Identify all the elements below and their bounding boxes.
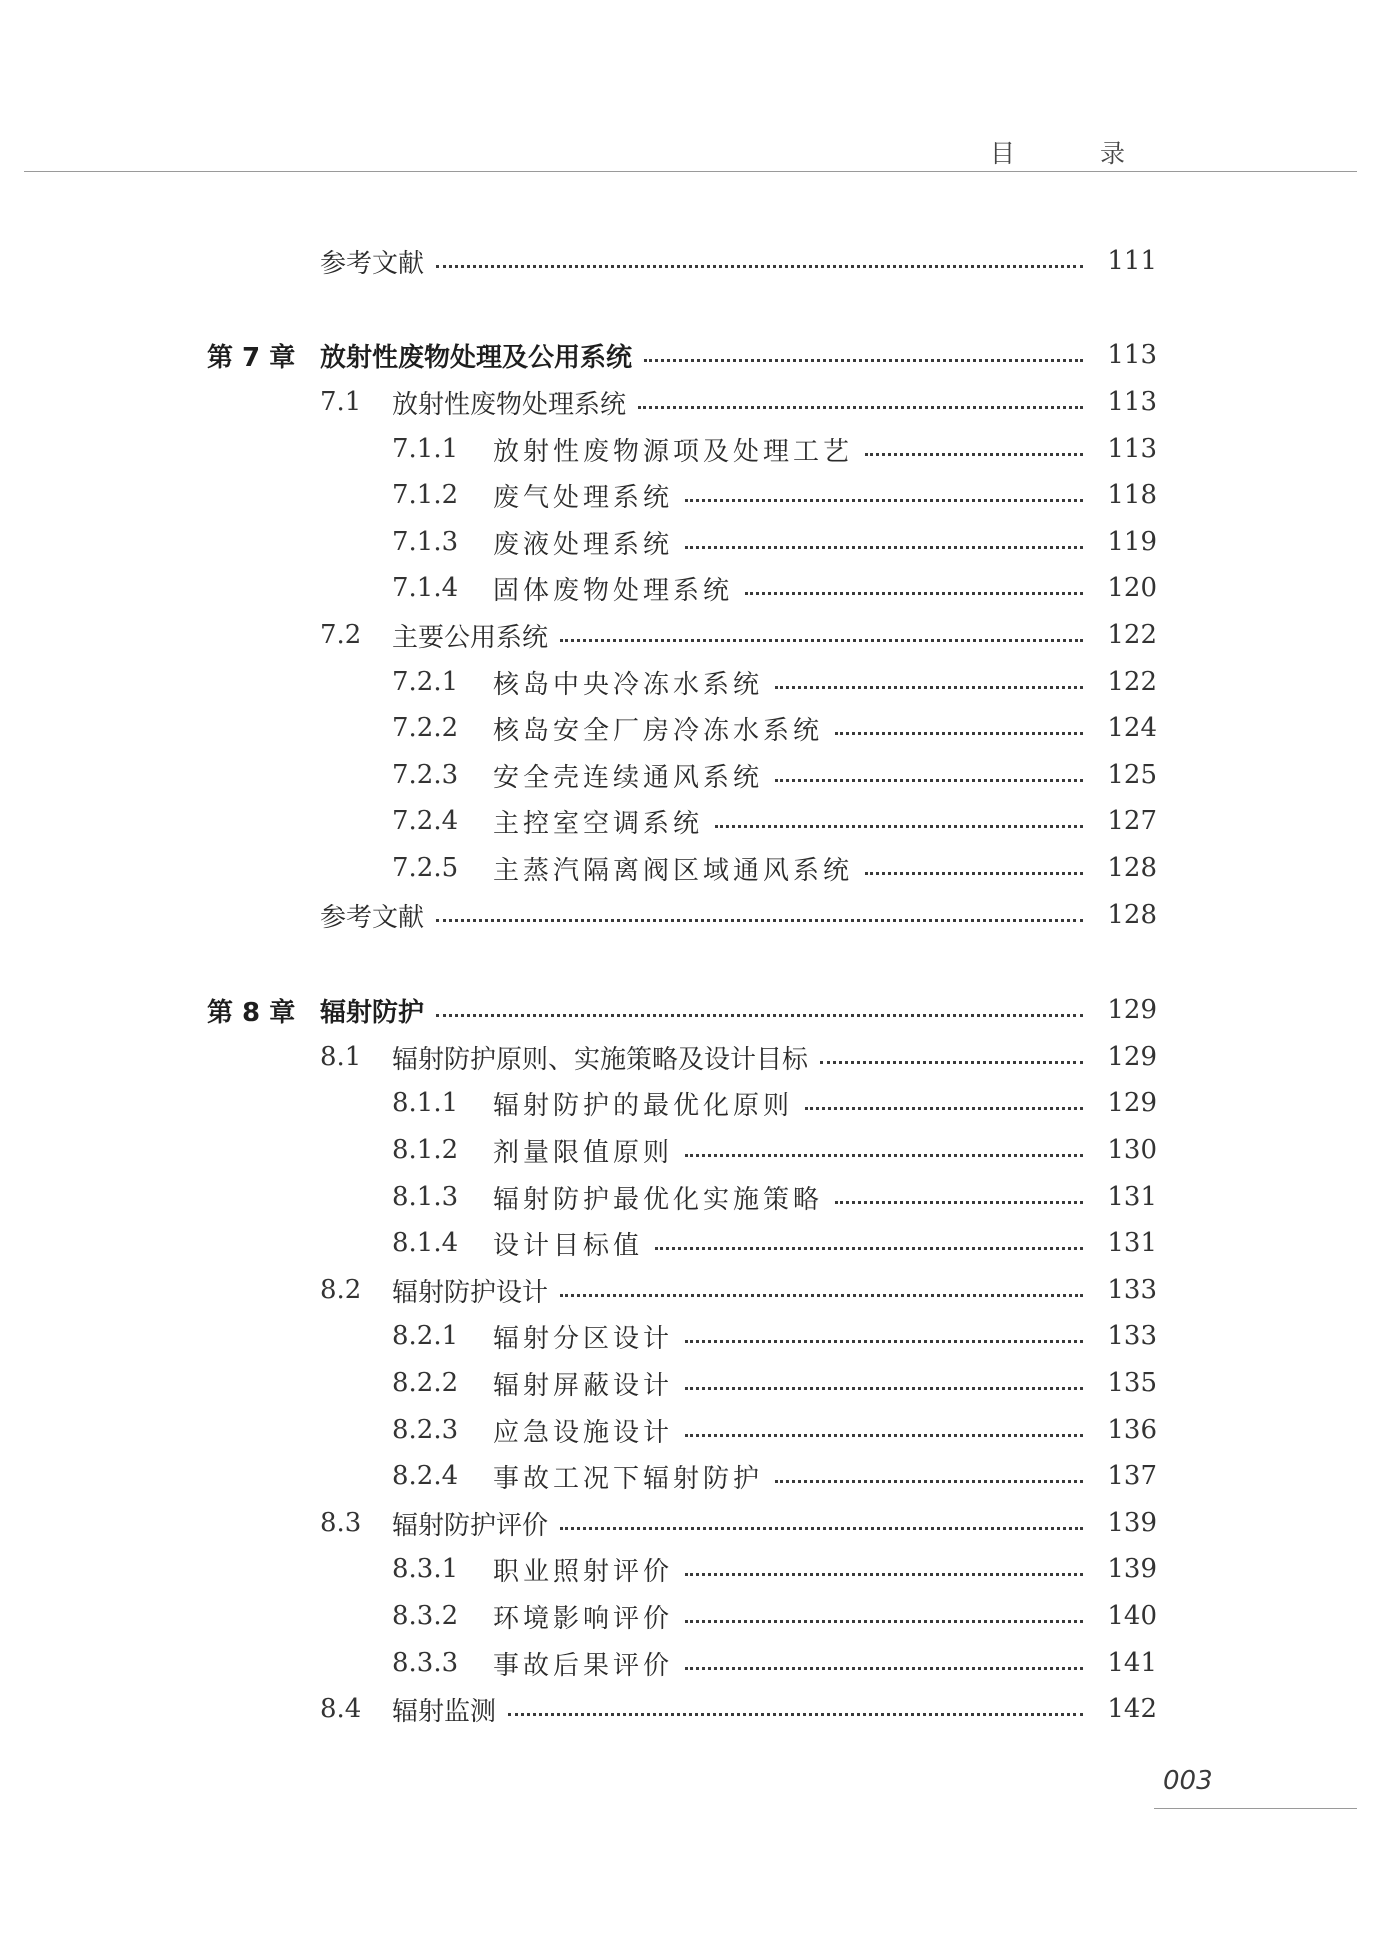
toc-entry-number: 8.2.1 [392, 1321, 459, 1351]
toc-entry-page: 133 [1107, 1321, 1157, 1351]
toc-entry-page: 113 [1107, 434, 1157, 464]
toc-entry-title: 固体废物处理系统 [493, 575, 734, 606]
toc-entry-title: 事故工况下辐射防护 [493, 1463, 764, 1494]
toc-dot-leader [436, 265, 1083, 268]
toc-entry-title: 环境影响评价 [493, 1603, 674, 1634]
toc-entry-number: 第 7 章 [207, 342, 296, 373]
toc-entry[interactable] [0, 382, 1385, 422]
toc-entry-number: 7.1.2 [392, 480, 459, 510]
toc-dot-leader [655, 1247, 1083, 1250]
toc-entry-page: 130 [1107, 1135, 1157, 1165]
toc-entry-title: 应急设施设计 [493, 1417, 674, 1448]
toc-entry[interactable] [0, 335, 1385, 375]
toc-entry[interactable] [0, 1689, 1385, 1729]
footer-rule [1154, 1808, 1357, 1809]
toc-entry-number: 第 8 章 [207, 997, 296, 1028]
toc-entry-title: 核岛中央冷冻水系统 [493, 669, 764, 700]
toc-entry-number: 7.2 [320, 620, 362, 650]
toc-entry-number: 8.3.2 [392, 1601, 459, 1631]
toc-entry[interactable] [0, 1316, 1385, 1356]
toc-entry-title: 辐射防护评价 [392, 1510, 549, 1541]
toc-entry-number: 8.1.1 [392, 1088, 459, 1118]
toc-dot-leader [685, 1667, 1083, 1670]
toc-entry[interactable] [0, 475, 1385, 515]
toc-entry-number: 8.2.2 [392, 1368, 459, 1398]
toc-entry-title: 主要公用系统 [392, 622, 549, 653]
toc-entry-page: 142 [1107, 1694, 1157, 1724]
toc-entry-number: 8.4 [320, 1694, 362, 1724]
toc-dot-leader [685, 1620, 1083, 1623]
toc-entry[interactable] [0, 1270, 1385, 1310]
toc-entry-number: 8.2 [320, 1275, 362, 1305]
toc-entry-page: 135 [1107, 1368, 1157, 1398]
toc-entry-number: 7.2.1 [392, 667, 459, 697]
toc-entry-number: 7.2.3 [392, 760, 459, 790]
toc-entry-number: 8.2.4 [392, 1461, 459, 1491]
toc-entry-title: 核岛安全厂房冷冻水系统 [493, 715, 824, 746]
toc-entry[interactable] [0, 662, 1385, 702]
toc-entry[interactable] [0, 522, 1385, 562]
toc-entry-number: 8.1.4 [392, 1228, 459, 1258]
running-header-title: 目 录 [989, 139, 1155, 168]
toc-entry-page: 120 [1107, 573, 1157, 603]
toc-entry-page: 140 [1107, 1601, 1157, 1631]
toc-entry[interactable] [0, 568, 1385, 608]
toc-entry-page: 129 [1107, 1088, 1157, 1118]
toc-entry[interactable] [0, 708, 1385, 748]
toc-entry[interactable] [0, 848, 1385, 888]
toc-entry-title: 主蒸汽隔离阀区域通风系统 [493, 855, 854, 886]
toc-dot-leader [835, 732, 1083, 735]
toc-entry[interactable] [0, 615, 1385, 655]
toc-entry-title: 放射性废物处理系统 [392, 389, 627, 420]
toc-dot-leader [865, 453, 1083, 456]
toc-entry[interactable] [0, 1037, 1385, 1077]
toc-entry[interactable] [0, 1643, 1385, 1683]
toc-entry-title: 辐射防护最优化实施策略 [493, 1184, 824, 1215]
toc-entry-page: 113 [1107, 387, 1157, 417]
toc-entry[interactable] [0, 1456, 1385, 1496]
toc-entry-title: 放射性废物源项及处理工艺 [493, 436, 854, 467]
toc-entry[interactable] [0, 1083, 1385, 1123]
toc-dot-leader [508, 1713, 1083, 1716]
toc-entry[interactable] [0, 241, 1385, 281]
toc-entry-page: 127 [1107, 806, 1157, 836]
toc-entry-title: 设计目标值 [493, 1230, 644, 1261]
toc-dot-leader [560, 1294, 1083, 1297]
toc-entry[interactable] [0, 1549, 1385, 1589]
toc-dot-leader [560, 639, 1083, 642]
toc-entry-page: 139 [1107, 1554, 1157, 1584]
toc-entry-title: 职业照射评价 [493, 1556, 674, 1587]
toc-entry-page: 137 [1107, 1461, 1157, 1491]
toc-entry-number: 8.3.1 [392, 1554, 459, 1584]
toc-entry-title: 主控室空调系统 [493, 808, 704, 839]
toc-entry[interactable] [0, 895, 1385, 935]
toc-entry-title: 辐射屏蔽设计 [493, 1370, 674, 1401]
toc-entry-page: 129 [1107, 1042, 1157, 1072]
toc-dot-leader [820, 1061, 1083, 1064]
toc-entry-page: 129 [1107, 995, 1157, 1025]
toc-entry-page: 131 [1107, 1228, 1157, 1258]
toc-entry-title: 剂量限值原则 [493, 1137, 674, 1168]
toc-entry-title: 辐射监测 [392, 1696, 497, 1727]
toc-entry-title: 参考文献 [320, 902, 425, 933]
toc-entry[interactable] [0, 755, 1385, 795]
toc-entry-page: 133 [1107, 1275, 1157, 1305]
toc-entry-number: 7.2.5 [392, 853, 459, 883]
toc-dot-leader [685, 1573, 1083, 1576]
toc-entry[interactable] [0, 1177, 1385, 1217]
toc-dot-leader [775, 686, 1083, 689]
toc-entry-title: 辐射分区设计 [493, 1323, 674, 1354]
toc-entry-number: 7.1.3 [392, 527, 459, 557]
toc-entry-number: 7.1.1 [392, 434, 459, 464]
toc-entry-title: 安全壳连续通风系统 [493, 762, 764, 793]
toc-dot-leader [685, 1154, 1083, 1157]
toc-entry-title: 辐射防护原则、实施策略及设计目标 [392, 1044, 809, 1075]
toc-entry-number: 8.1 [320, 1042, 362, 1072]
toc-dot-leader [685, 1434, 1083, 1437]
toc-entry-number: 7.1 [320, 387, 362, 417]
toc-entry-page: 124 [1107, 713, 1157, 743]
toc-dot-leader [775, 1480, 1083, 1483]
toc-entry-page: 111 [1107, 246, 1157, 276]
toc-entry-page: 128 [1107, 900, 1157, 930]
toc-entry-page: 128 [1107, 853, 1157, 883]
toc-entry-number: 8.1.2 [392, 1135, 459, 1165]
toc-entry[interactable] [0, 1410, 1385, 1450]
toc-entry[interactable] [0, 1130, 1385, 1170]
toc-entry-number: 8.3 [320, 1508, 362, 1538]
toc-entry-number: 8.1.3 [392, 1182, 459, 1212]
toc-entry-page: 141 [1107, 1648, 1157, 1678]
toc-dot-leader [685, 499, 1083, 502]
toc-entry-number: 7.1.4 [392, 573, 459, 603]
toc-dot-leader [685, 1340, 1083, 1343]
toc-entry[interactable] [0, 1503, 1385, 1543]
toc-entry-page: 136 [1107, 1415, 1157, 1445]
toc-entry[interactable] [0, 990, 1385, 1030]
toc-dot-leader [745, 592, 1083, 595]
toc-entry-page: 125 [1107, 760, 1157, 790]
toc-entry-title: 事故后果评价 [493, 1650, 674, 1681]
toc-entry-page: 119 [1107, 527, 1157, 557]
toc-dot-leader [685, 1387, 1083, 1390]
toc-entry-page: 122 [1107, 667, 1157, 697]
toc-entry[interactable] [0, 1363, 1385, 1403]
toc-dot-leader [775, 779, 1083, 782]
toc-entry-page: 131 [1107, 1182, 1157, 1212]
toc-entry-page: 122 [1107, 620, 1157, 650]
toc-entry-title: 废液处理系统 [493, 529, 674, 560]
toc-entry-number: 7.2.2 [392, 713, 459, 743]
toc-dot-leader [835, 1201, 1083, 1204]
toc-entry-title: 辐射防护设计 [392, 1277, 549, 1308]
toc-dot-leader [436, 1014, 1083, 1017]
toc-dot-leader [436, 919, 1083, 922]
toc-entry-page: 139 [1107, 1508, 1157, 1538]
toc-entry-page: 118 [1107, 480, 1157, 510]
toc-entry-title: 辐射防护的最优化原则 [493, 1090, 794, 1121]
toc-entry-title: 放射性废物处理及公用系统 [320, 342, 633, 373]
toc-entry-title: 参考文献 [320, 248, 425, 279]
toc-entry-title: 废气处理系统 [493, 482, 674, 513]
toc-entry[interactable] [0, 801, 1385, 841]
toc-entry-number: 7.2.4 [392, 806, 459, 836]
page-number: 003 [1163, 1766, 1213, 1796]
header-rule [24, 171, 1357, 172]
toc-entry[interactable] [0, 429, 1385, 469]
toc-entry-number: 8.3.3 [392, 1648, 459, 1678]
toc-dot-leader [560, 1527, 1083, 1530]
toc-entry-title: 辐射防护 [320, 997, 425, 1028]
toc-dot-leader [685, 546, 1083, 549]
toc-dot-leader [865, 872, 1083, 875]
toc-dot-leader [805, 1107, 1083, 1110]
toc-entry[interactable] [0, 1223, 1385, 1263]
toc-entry-number: 8.2.3 [392, 1415, 459, 1445]
toc-dot-leader [715, 825, 1083, 828]
toc-dot-leader [638, 406, 1083, 409]
toc-entry[interactable] [0, 1596, 1385, 1636]
toc-dot-leader [644, 359, 1083, 362]
toc-entry-page: 113 [1107, 340, 1157, 370]
